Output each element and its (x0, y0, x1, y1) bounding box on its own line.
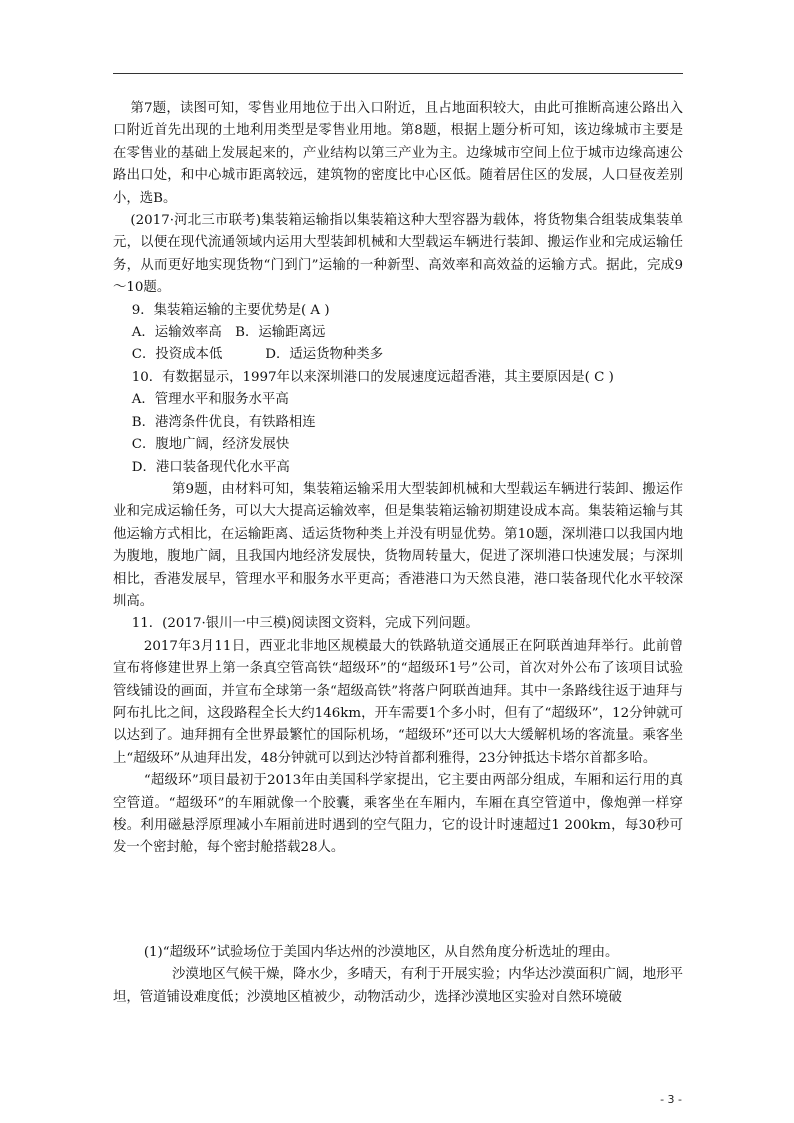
content-bottom (113, 942, 683, 1009)
q11-material-1: 2017年3月11日，西亚北非地区规模最大的铁路轨道交通展正在阿联酋迪拜举行。此前曾宣布将修建世界上第一条真空管高铁“超级环”的“超级环1号”公司，首次对外公布了该项目试验管线铺设的画面，并宣布全球第一条“超级高铁”将落户阿联酋迪拜。其中一条路线往返于迪拜与阿布扎比之间，这段路程全长大约146km，开车需要1个多小时，但有了“超级环”，12分钟就可以达到了。迪拜拥有全世界最繁忙的国际机场，“超级环”还可以大大缓解机场的客流量。乘客坐上“超级环”从迪拜出发，48分钟就可以到达沙特首都利雅得，23分钟抵达卡塔尔首都多哈。 (113, 638, 683, 766)
q9-option-c: C．投资成本低 (131, 347, 223, 363)
q11-sub1-answer: 沙漠地区气候干燥，降水少，多晴天，有利于开展实验；内华达沙漠面积广阔，地形平坦，管道铺设难度低；沙漠地区植被少，动物活动少，选择沙漠地区实验对自然环境破 (113, 967, 683, 1005)
q10-option-d: D．港口装备现代化水平高 (131, 459, 290, 475)
q10-stem: 10．有数据显示，1997年以来深圳港口的发展速度远超香港，其主要原因是( C ) (131, 369, 614, 385)
q11-sub1-question: (1)“超级环”试验场位于美国内华达州的沙漠地区，从自然角度分析选址的理由。 (143, 945, 619, 960)
header-rule (113, 73, 683, 74)
material-q9-10: (2017·河北三市联考)集装箱运输指以集装箱这种大型容器为载体，将货物集合组装成集装单元，以便在现代流通领域内运用大型装卸机械和大型载运车辆进行装卸、搬运作业和完成运输任务，从而更好地实现货物“门到门”运输的一种新型、高效率和高效益的运输方式。据此，完成9～10题。 (113, 213, 683, 296)
page-number: - 3 - (660, 1093, 682, 1106)
q9-option-b: B．运输距离远 (235, 325, 326, 341)
analysis-q7-8: 第7题，读图可知，零售业用地位于出入口附近，且占地面积较大，由此可推断高速公路出入口附近首先出现的土地利用类型是零售业用地。第8题，根据上题分析可知，该边缘城市主要是在零售业的基础上发展起来的，产业结构以第三产业为主。边缘城市空间上位于城市边缘高速公路出口处，和中心城市距离较远，建筑物的密度比中心区低。随着居住区的发展，人口昼夜差别小，选B。 (113, 101, 683, 206)
q9-option-a: A．运输效率高 (131, 325, 222, 341)
q9-options-cd (113, 344, 683, 366)
q11-stem: 11．(2017·银川一中三模)阅读图文资料，完成下列问题。 (131, 616, 479, 632)
q10-option-a: A．管理水平和服务水平高 (131, 392, 289, 408)
content-top (113, 98, 683, 860)
q11-material-2: “超级环”项目最初于2013年由美国科学家提出，它主要由两部分组成，车厢和运行用的真空管道。“超级环”的车厢就像一个胶囊，乘客坐在车厢内，车厢在真空管道中，像炮弹一样穿梭。利用磁悬浮原理减小车厢前进时遇到的空气阻力，它的设计时速超过1 200km，每30秒可发一个密封舱，每个密封舱搭载28人。 (113, 773, 683, 856)
q10-option-c: C．腹地广阔，经济发展快 (131, 437, 290, 453)
q10-option-b: B．港湾条件优良，有铁路相连 (131, 414, 316, 430)
q9-stem: 9．集装箱运输的主要优势是( A ) (131, 302, 330, 318)
q9-options-ab (113, 322, 683, 344)
analysis-q9-10: 第9题，由材料可知，集装箱运输采用大型装卸机械和大型载运车辆进行装卸、搬运作业和完成运输任务，可以大大提高运输效率，但是集装箱运输初期建设成本高。集装箱运输与其他运输方式相比，在运输距离、适运货物种类上并没有明显优势。第10题，深圳港口以我国内地为腹地，腹地广阔，且我国内地经济发展快，货物周转量大，促进了深圳港口快速发展；与深圳相比，香港发展早，管理水平和服务水平更高；香港港口为天然良港，港口装备现代化水平较深圳高。 (113, 481, 683, 609)
q9-option-d: D．适运货物种类多 (265, 347, 384, 363)
